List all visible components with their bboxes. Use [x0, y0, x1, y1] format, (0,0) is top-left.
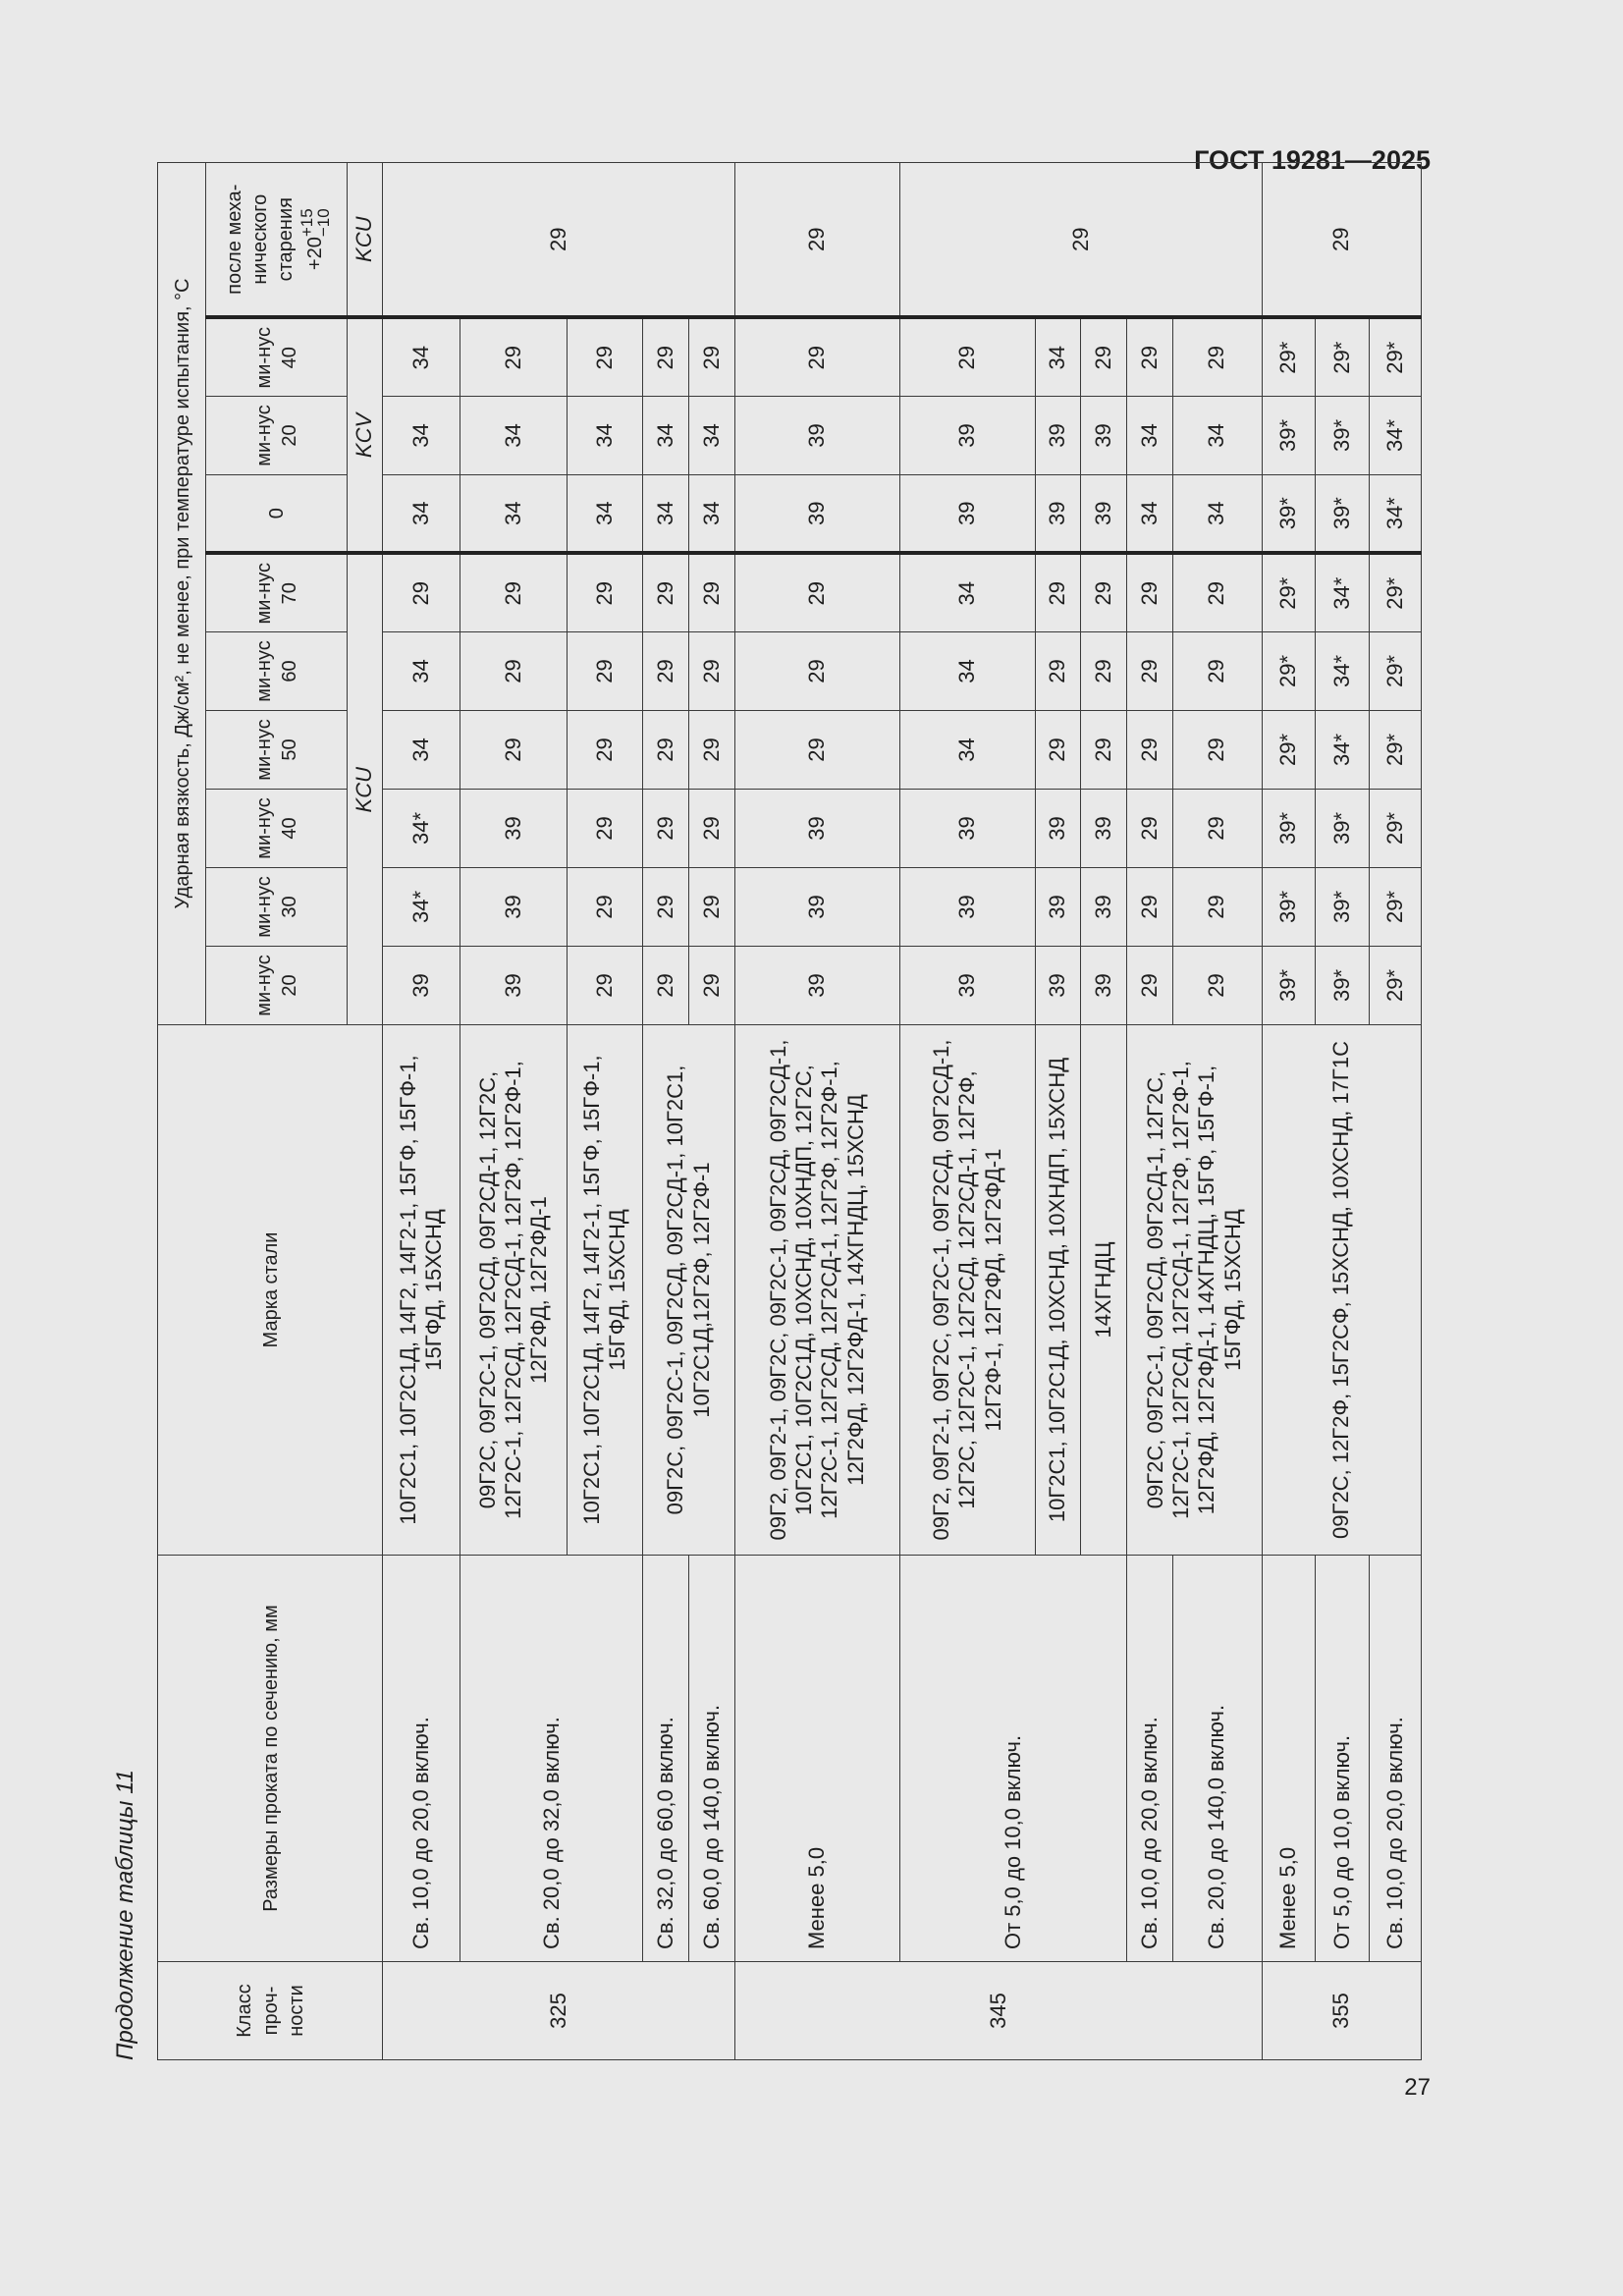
document-number: ГОСТ 19281—2025 [1194, 145, 1431, 175]
value-cell: 34 [1126, 396, 1172, 474]
header-grade: Марка стали [158, 1024, 383, 1555]
grade-cell: 09Г2С, 09Г2С-1, 09Г2СД, 09Г2СД-1, 12Г2С, 12Г2С-1, 12Г2СД, 12Г2СД-1, 12Г2Ф, 12Г2Ф-1, 12Г2ФД, 12Г2ФД-1, 14ХГНДЦ, 15ГФ, 15ГФ-1, 15ГФД, 15ХСНД [1126, 1024, 1262, 1555]
aging-temp: +20 [303, 237, 326, 271]
value-cell: 29 [689, 946, 735, 1024]
header-kcv: KCV [347, 317, 382, 553]
class-345: 345 [734, 1962, 1262, 2060]
value-cell: 39* [1262, 474, 1316, 553]
header-kcu-aging: KCU [347, 162, 382, 317]
value-cell: 39 [383, 946, 460, 1024]
value-cell: 39 [460, 867, 568, 946]
value-cell: 34 [899, 631, 1035, 710]
value-cell: 29 [643, 946, 689, 1024]
value-cell: 34* [1316, 553, 1370, 631]
value-cell: 29 [1126, 553, 1172, 631]
value-cell: 39 [734, 474, 899, 553]
value-cell: 29 [689, 553, 735, 631]
size-cell: Менее 5,0 [734, 1555, 899, 1961]
value-cell: 39 [734, 396, 899, 474]
value-cell: 34 [899, 710, 1035, 789]
value-cell: 34* [383, 867, 460, 946]
aging-value: 29 [899, 162, 1262, 317]
class-325: 325 [383, 1962, 735, 2060]
value-cell: 29 [1172, 631, 1262, 710]
value-cell: 29 [568, 553, 643, 631]
value-cell: 39 [734, 867, 899, 946]
value-cell: 39 [1035, 474, 1081, 553]
value-cell: 39* [1316, 396, 1370, 474]
aging-value: 29 [383, 162, 735, 317]
value-cell: 39 [1035, 946, 1081, 1024]
value-cell: 29* [1370, 317, 1422, 396]
value-cell: 29 [1172, 317, 1262, 396]
value-cell: 29 [689, 631, 735, 710]
header-temp: ми-нус 20 [205, 396, 347, 474]
grade-cell: 09Г2, 09Г2-1, 09Г2С, 09Г2С-1, 09Г2СД, 09Г2СД-1, 12Г2С, 12Г2С-1, 12Г2СД, 12Г2СД-1, 12Г2Ф, 12Г2Ф-1, 12Г2ФД, 12Г2ФД-1 [899, 1024, 1035, 1555]
value-cell: 29 [734, 631, 899, 710]
value-cell: 29 [1126, 789, 1172, 867]
value-cell: 39 [1081, 396, 1127, 474]
value-cell: 39 [1035, 867, 1081, 946]
table-row [1126, 162, 1172, 2059]
value-cell: 29 [1126, 710, 1172, 789]
value-cell: 29 [643, 317, 689, 396]
value-cell: 29 [1035, 631, 1081, 710]
header-temp: ми-нус 20 [205, 946, 347, 1024]
value-cell: 29 [1172, 867, 1262, 946]
value-cell: 29 [643, 710, 689, 789]
value-cell: 29 [383, 553, 460, 631]
table-row [460, 162, 568, 2059]
value-cell: 29* [1262, 710, 1316, 789]
value-cell: 29 [1081, 553, 1127, 631]
value-cell: 29 [689, 789, 735, 867]
value-cell: 29 [899, 317, 1035, 396]
grade-cell: 09Г2С, 12Г2Ф, 15Г2СФ, 15ХСНД, 10ХСНД, 17Г1С [1262, 1024, 1421, 1555]
value-cell: 29* [1370, 867, 1422, 946]
value-cell: 29 [1081, 631, 1127, 710]
value-cell: 29 [568, 631, 643, 710]
value-cell: 29* [1316, 317, 1370, 396]
grade-cell: 10Г2С1, 10Г2С1Д, 14Г2, 14Г2-1, 15ГФ, 15ГФ-1, 15ГФД, 15ХСНД [383, 1024, 460, 1555]
value-cell: 34 [460, 396, 568, 474]
value-cell: 29* [1370, 710, 1422, 789]
value-cell: 29 [689, 867, 735, 946]
value-cell: 29 [1081, 710, 1127, 789]
header-temp: ми-нус 40 [205, 789, 347, 867]
aging-value: 29 [734, 162, 899, 317]
value-cell: 29* [1370, 631, 1422, 710]
value-cell: 39 [734, 946, 899, 1024]
value-cell: 34 [1172, 474, 1262, 553]
value-cell: 39* [1316, 789, 1370, 867]
value-cell: 29 [689, 710, 735, 789]
value-cell: 39 [899, 789, 1035, 867]
value-cell: 29 [643, 867, 689, 946]
size-cell: Св. 10,0 до 20,0 включ. [383, 1555, 460, 1961]
value-cell: 39* [1262, 789, 1316, 867]
value-cell: 29 [1081, 317, 1127, 396]
value-cell: 34 [383, 396, 460, 474]
size-cell: Св. 20,0 до 32,0 включ. [460, 1555, 643, 1961]
value-cell: 34* [1316, 631, 1370, 710]
value-cell: 29 [460, 710, 568, 789]
value-cell: 34 [383, 474, 460, 553]
value-cell: 39 [1081, 946, 1127, 1024]
value-cell: 29* [1262, 631, 1316, 710]
value-cell: 34 [899, 553, 1035, 631]
value-cell: 29 [734, 317, 899, 396]
header-temp: ми-нус 30 [205, 867, 347, 946]
size-cell: Менее 5,0 [1262, 1555, 1316, 1961]
value-cell: 39 [460, 946, 568, 1024]
value-cell: 29* [1370, 553, 1422, 631]
value-cell: 34 [1035, 317, 1081, 396]
grade-cell: 09Г2С, 09Г2С-1, 09Г2СД, 09Г2СД-1, 10Г2С1, 10Г2С1Д,12Г2Ф, 12Г2Ф-1 [643, 1024, 734, 1555]
value-cell: 29 [568, 317, 643, 396]
value-cell: 39* [1262, 396, 1316, 474]
size-cell: От 5,0 до 10,0 включ. [899, 1555, 1126, 1961]
value-cell: 34 [568, 474, 643, 553]
value-cell: 39 [1035, 396, 1081, 474]
header-temp: ми-нус 50 [205, 710, 347, 789]
impact-strength-table [157, 162, 1422, 2060]
value-cell: 29 [568, 867, 643, 946]
value-cell: 29 [643, 789, 689, 867]
value-cell: 29 [734, 553, 899, 631]
value-cell: 34 [643, 396, 689, 474]
size-cell: От 5,0 до 10,0 включ. [1316, 1555, 1370, 1961]
header-size: Размеры проката по сечению, мм [158, 1555, 383, 1961]
value-cell: 39* [1262, 867, 1316, 946]
value-cell: 39 [1081, 789, 1127, 867]
value-cell: 29 [643, 631, 689, 710]
size-cell: Св. 32,0 до 60,0 включ. [643, 1555, 689, 1961]
value-cell: 39 [899, 474, 1035, 553]
value-cell: 39 [1081, 474, 1127, 553]
value-cell: 29 [1126, 946, 1172, 1024]
value-cell: 29* [1370, 789, 1422, 867]
value-cell: 29 [689, 317, 735, 396]
size-cell: Св. 60,0 до 140,0 включ. [689, 1555, 735, 1961]
table-row [383, 162, 460, 2059]
value-cell: 29 [460, 631, 568, 710]
header-class: Класс проч-ности [158, 1962, 383, 2060]
header-temp: 0 [205, 474, 347, 553]
size-cell: Св. 10,0 до 20,0 включ. [1126, 1555, 1172, 1961]
value-cell: 29 [1035, 710, 1081, 789]
value-cell: 39 [1035, 789, 1081, 867]
aging-value: 29 [1262, 162, 1421, 317]
table-row [643, 162, 689, 2059]
grade-cell: 14ХГНДЦ [1081, 1024, 1127, 1555]
value-cell: 34 [568, 396, 643, 474]
value-cell: 34 [1172, 396, 1262, 474]
header-temp: ми-нус 60 [205, 631, 347, 710]
size-cell: Св. 10,0 до 20,0 включ. [1370, 1555, 1422, 1961]
value-cell: 34 [383, 631, 460, 710]
value-cell: 34 [383, 317, 460, 396]
value-cell: 34 [1126, 474, 1172, 553]
value-cell: 34 [460, 474, 568, 553]
value-cell: 29 [1035, 553, 1081, 631]
value-cell: 34* [1316, 710, 1370, 789]
value-cell: 34 [383, 710, 460, 789]
value-cell: 29 [460, 553, 568, 631]
value-cell: 29 [1172, 789, 1262, 867]
value-cell: 34* [1370, 396, 1422, 474]
grade-cell: 09Г2С, 09Г2С-1, 09Г2СД, 09Г2СД-1, 12Г2С, 12Г2С-1, 12Г2СД, 12Г2СД-1, 12Г2Ф, 12Г2Ф-1, 12Г2ФД, 12Г2ФД-1 [460, 1024, 568, 1555]
value-cell: 29 [1172, 946, 1262, 1024]
class-355: 355 [1262, 1962, 1421, 2060]
value-cell: 34* [1370, 474, 1422, 553]
value-cell: 39 [1081, 867, 1127, 946]
aging-tolerance: +15 −10 [297, 208, 333, 238]
grade-cell: 10Г2С1, 10Г2С1Д, 10ХСНД, 10ХНДП, 15ХСНД [1035, 1024, 1081, 1555]
value-cell: 29 [568, 946, 643, 1024]
value-cell: 39 [899, 867, 1035, 946]
value-cell: 39 [460, 789, 568, 867]
value-cell: 34 [689, 396, 735, 474]
value-cell: 29 [734, 710, 899, 789]
value-cell: 34 [643, 474, 689, 553]
value-cell: 29* [1262, 553, 1316, 631]
value-cell: 39* [1262, 946, 1316, 1024]
value-cell: 34* [383, 789, 460, 867]
value-cell: 29* [1262, 317, 1316, 396]
value-cell: 39* [1316, 946, 1370, 1024]
value-cell: 29 [460, 317, 568, 396]
value-cell: 34 [689, 474, 735, 553]
header-aging: после меха-нического старения +20+15 −10 [205, 162, 347, 317]
value-cell: 39 [734, 789, 899, 867]
value-cell: 39* [1316, 867, 1370, 946]
header-temp: ми-нус 40 [205, 317, 347, 396]
table-caption: Продолжение таблицы 11 [112, 1769, 138, 2060]
page-number: 27 [1404, 2074, 1431, 2101]
header-kcu: KCU [347, 553, 382, 1024]
value-cell: 29 [1126, 867, 1172, 946]
value-cell: 29* [1370, 946, 1422, 1024]
size-cell: Св. 20,0 до 140,0 включ. [1172, 1555, 1262, 1961]
table-row [1262, 162, 1316, 2059]
header-temp: ми-нус 70 [205, 553, 347, 631]
grade-cell: 10Г2С1, 10Г2С1Д, 14Г2, 14Г2-1, 15ГФ, 15ГФ-1, 15ГФД, 15ХСНД [568, 1024, 643, 1555]
value-cell: 29 [1172, 553, 1262, 631]
value-cell: 39 [899, 946, 1035, 1024]
value-cell: 29 [1126, 631, 1172, 710]
value-cell: 29 [568, 710, 643, 789]
value-cell: 29 [643, 553, 689, 631]
table-row [899, 162, 1035, 2059]
value-cell: 29 [1126, 317, 1172, 396]
value-cell: 29 [1172, 710, 1262, 789]
table-row [734, 162, 899, 2059]
rotated-page-content [108, 184, 1453, 2060]
header-impact: Ударная вязкость, Дж/см², не менее, при температуре испытания, °С [158, 162, 206, 1024]
value-cell: 39* [1316, 474, 1370, 553]
grade-cell: 09Г2, 09Г2-1, 09Г2С, 09Г2С-1, 09Г2СД, 09Г2СД-1, 10Г2С1, 10Г2С1Д, 10ХСНД, 10ХНДП, 12Г2С, 12Г2С-1, 12Г2СД, 12Г2СД-1, 12Г2Ф, 12Г2Ф-1, 12Г2ФД, 12Г2ФД-1, 14ХГНДЦ, 15ХСНД [734, 1024, 899, 1555]
value-cell: 29 [568, 789, 643, 867]
value-cell: 39 [899, 396, 1035, 474]
